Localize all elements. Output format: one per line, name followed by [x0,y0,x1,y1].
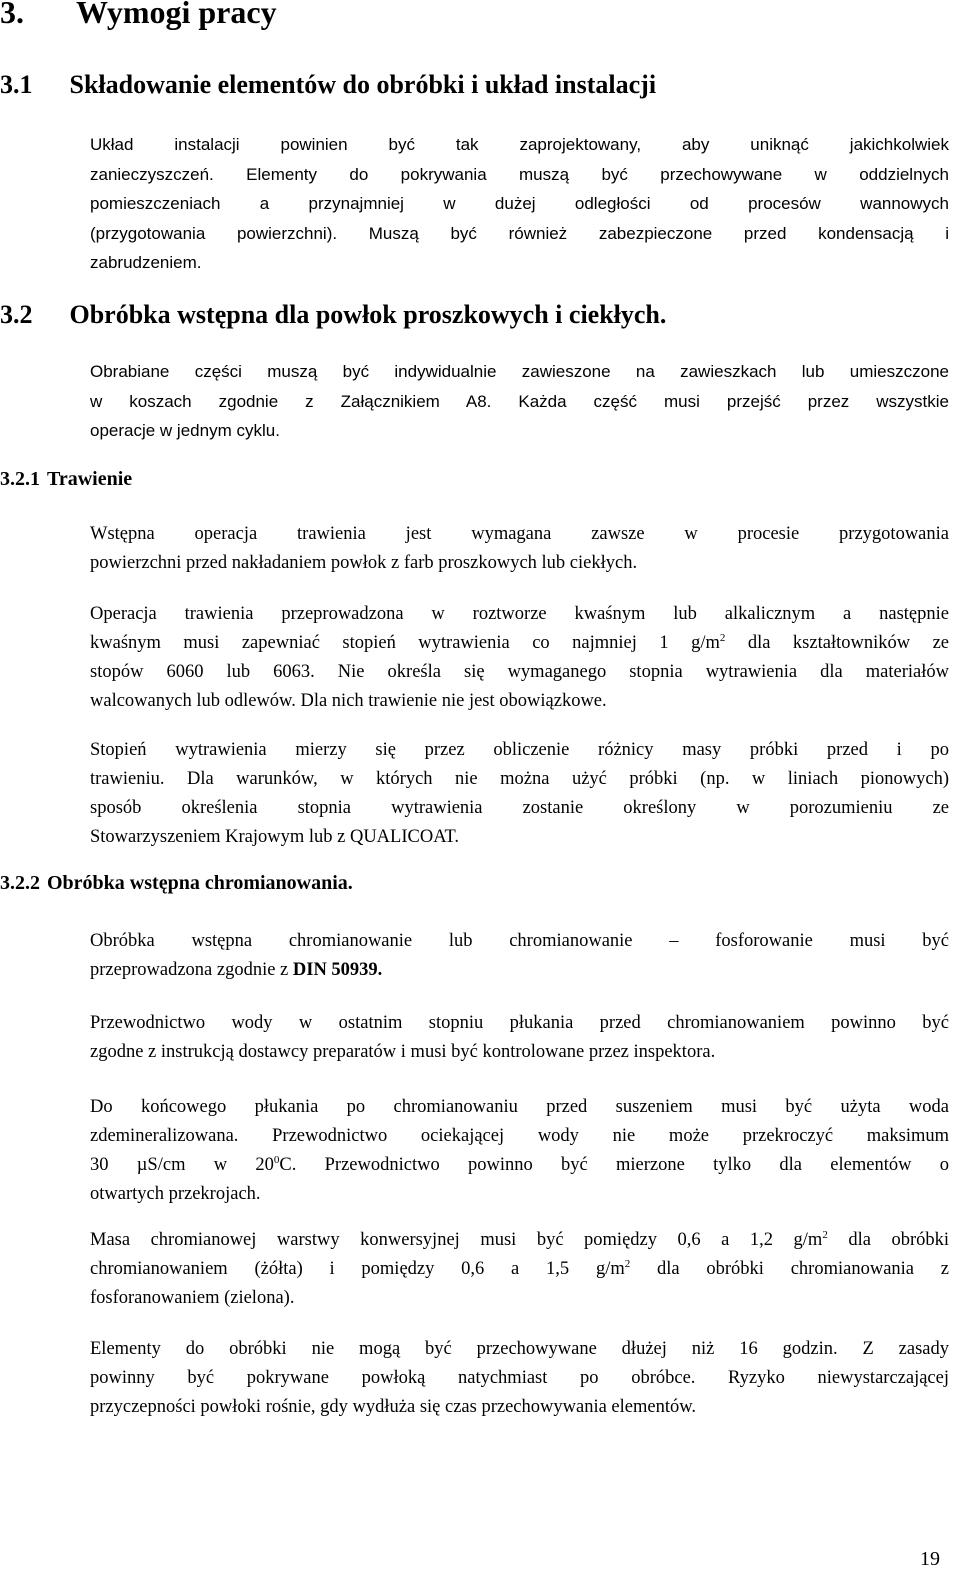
text-line: walcowanych lub odlewów. Dla nich trawienie nie jest obowiązkowe. [90,691,607,711]
heading-3 [0,0,277,31]
heading-title: Obróbka wstępna chromianowania. [47,872,353,894]
text-line: Obrabiane części muszą być indywidualnie zawieszone na zawieszkach lub umieszczone [90,362,949,381]
heading-number: 3.2 [0,300,33,329]
text-line: kwaśnym musi zapewniać stopień wytrawienia co najmniej 1 $g/m^2$ dla kształtowników ze [90,631,949,653]
paragraph-przewodnictwo-wody [90,1009,949,1067]
text-line: zanieczyszczeń. Elementy do pokrywania muszą być przechowywane w oddzielnych [90,164,949,184]
text-line: Stopień wytrawienia mierzy się przez obliczenie różnicy masy próbki przed i po [90,740,949,760]
text-line: stopów 6060 lub 6063. Nie określa się wymaganego stopnia wytrawienia dla materiałów [90,662,949,682]
paragraph-uklad-instalacji [90,130,949,278]
heading-number: 3.2.2 [0,872,40,894]
text-line: Układ instalacji powinien być tak zaprojektowany, aby uniknąć jakichkolwiek [90,135,949,154]
heading-3-2 [0,300,666,330]
text-line: Operacja trawienia przeprowadzona w roztworze kwaśnym lub alkalicznym a następnie [90,604,949,624]
text-line: Obróbka wstępna chromianowanie lub chromianowanie – fosforowanie musi być [90,931,949,951]
text-line: Wstępna operacja trawienia jest wymagana zawsze w procesie przygotowania [90,524,949,544]
paragraph-wstepna-operacja [90,520,949,578]
text-line: fosforanowaniem (zielona). [90,1288,295,1308]
text-line: sposób określenia stopnia wytrawienia zostanie określony w porozumieniu ze [90,798,949,818]
text-line: powierzchni przed nakładaniem powłok z farb proszkowych lub ciekłych. [90,553,638,573]
standard-reference: DIN 50939. [292,960,383,980]
heading-number: 3.1 [0,70,33,99]
heading-3-1 [0,70,656,100]
text-line: zgodne z instrukcją dostawcy preparatów i musi być kontrolowane przez inspektora. [90,1042,716,1062]
text-line: zabrudzeniem. [90,253,202,272]
heading-title: Wymogi pracy [76,0,277,30]
paragraph-obrabiane [90,357,949,446]
text-line: operacje w jednym cyklu. [90,421,280,440]
heading-title: Obróbka wstępna dla powłok proszkowych i ciekłych. [69,300,667,329]
paragraph-masa-warstwy [90,1226,949,1313]
text-line: zdemineralizowana. Przewodnictwo ociekającej wody nie może przekroczyć maksimum [90,1126,949,1146]
text-line: przeprowadzona zgodnie z DIN 50939. [90,960,383,980]
text-line: (przygotowania powierzchni). Muszą być również zabezpieczone przed kondensacją i [90,223,949,243]
heading-3-2-1 [0,468,132,491]
text-line: chromianowaniem (żółta) i pomiędzy 0,6 a 1,5 $g/m^2$ dla obróbki chromianowania z [90,1257,949,1279]
text-line: w koszach zgodnie z Załącznikiem A8. Każda część musi przejść przez wszystkie [90,391,949,411]
paragraph-stopien-wytrawienia [90,736,949,852]
text-line: Stowarzyszeniem Krajowym lub z QUALICOAT. [90,827,460,847]
paragraph-operacja-trawienia [90,600,949,716]
text-line: pomieszczeniach a przynajmniej w dużej odległości od procesów wannowych [90,194,949,213]
heading-number: 3.2.1 [0,468,40,490]
text-line: Przewodnictwo wody w ostatnim stopniu płukania przed chromianowaniem powinno być [90,1013,949,1033]
text-line: 30 µS/cm w $20^0C$. Przewodnictwo powinno być mierzone tylko dla elementów o [90,1153,949,1175]
heading-title: Składowanie elementów do obróbki i układ instalacji [69,70,657,99]
text-line: Elementy do obróbki nie mogą być przechowywane dłużej niż 16 godzin. Z zasady [90,1339,949,1359]
heading-3-2-2 [0,872,353,895]
text-line: Do końcowego płukania po chromianowaniu przed suszeniem musi być użyta woda [90,1097,949,1117]
heading-title: Trawienie [47,468,133,490]
text-line: Masa chromianowej warstwy konwersyjnej musi być pomiędzy 0,6 a 1,2 $g/m^2$ dla obróbki [90,1228,949,1250]
heading-number: 3. [0,0,24,30]
paragraph-obrobka-wstepna [90,927,949,985]
page-number: 19 [920,1548,940,1570]
text-line: trawieniu. Dla warunków, w których nie można użyć próbki (np. w liniach pionowych) [90,769,949,789]
paragraph-koncowe-plukanie [90,1093,949,1209]
text-line: otwartych przekrojach. [90,1184,261,1204]
text-line: przyczepności powłoki rośnie, gdy wydłuża się czas przechowywania elementów. [90,1397,697,1417]
paragraph-elementy-do-obrobki [90,1335,949,1422]
text-line: powinny być pokrywane powłoką natychmiast po obróbce. Ryzyko niewystarczającej [90,1368,949,1388]
